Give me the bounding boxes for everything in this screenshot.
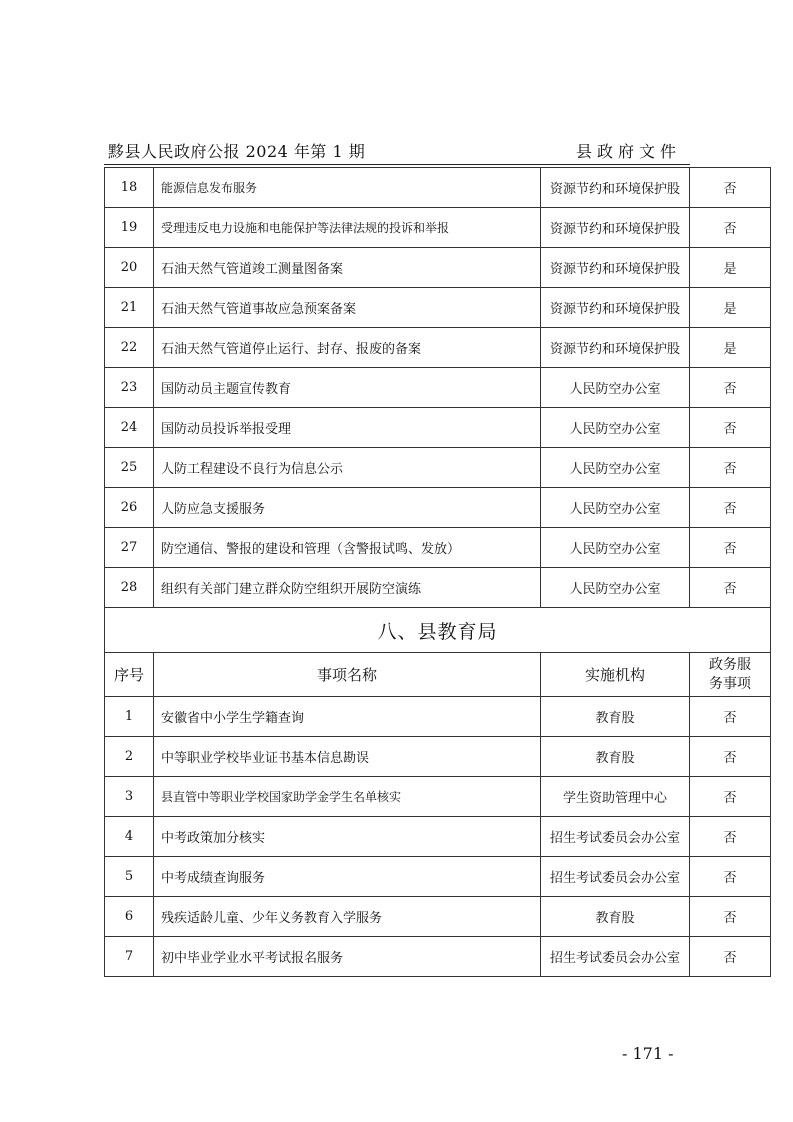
- item-name: 能源信息发布服务: [154, 168, 541, 208]
- table-row: [105, 568, 771, 608]
- table-row: [105, 488, 771, 528]
- row-number: 25: [105, 448, 154, 488]
- table-row: [105, 857, 771, 897]
- implementing-agency: 人民防空办公室: [541, 528, 690, 568]
- bulletin-header-title: 黟县人民政府公报 2024 年第 1 期: [108, 142, 366, 161]
- item-name: 县直管中等职业学校国家助学金学生名单核实: [154, 777, 541, 817]
- row-number: 3: [105, 777, 154, 817]
- gov-service-flag: 否: [690, 777, 771, 817]
- implementing-agency: 教育股: [541, 737, 690, 777]
- table-row: [105, 248, 771, 288]
- row-number: 23: [105, 368, 154, 408]
- implementing-agency: 招生考试委员会办公室: [541, 817, 690, 857]
- column-header-gov-service-line1: 政务服: [709, 656, 751, 673]
- table-row: [105, 448, 771, 488]
- row-number: 28: [105, 568, 154, 608]
- column-header-row: [105, 653, 771, 697]
- row-number: 7: [105, 937, 154, 977]
- implementing-agency: 资源节约和环境保护股: [541, 288, 690, 328]
- gov-service-flag: 否: [690, 817, 771, 857]
- column-header-number: 序号: [105, 653, 154, 697]
- row-number: 22: [105, 328, 154, 368]
- item-name: 人防应急支援服务: [154, 488, 541, 528]
- table-row: [105, 368, 771, 408]
- header-divider: [104, 164, 690, 165]
- item-name: 安徽省中小学生学籍查询: [154, 697, 541, 737]
- item-name: 初中毕业学业水平考试报名服务: [154, 937, 541, 977]
- implementing-agency: 资源节约和环境保护股: [541, 208, 690, 248]
- implementing-agency: 招生考试委员会办公室: [541, 937, 690, 977]
- row-number: 24: [105, 408, 154, 448]
- item-name: 石油天然气管道事故应急预案备案: [154, 288, 541, 328]
- item-name: 国防动员主题宣传教育: [154, 368, 541, 408]
- implementing-agency: 人民防空办公室: [541, 488, 690, 528]
- table-row: [105, 408, 771, 448]
- item-name: 组织有关部门建立群众防空组织开展防空演练: [154, 568, 541, 608]
- column-header-gov-service: [690, 653, 771, 697]
- row-number: 18: [105, 168, 154, 208]
- row-number: 5: [105, 857, 154, 897]
- item-name: 中等职业学校毕业证书基本信息勘误: [154, 737, 541, 777]
- column-header-item-name: 事项名称: [154, 653, 541, 697]
- table-row: [105, 697, 771, 737]
- implementing-agency: 学生资助管理中心: [541, 777, 690, 817]
- row-number: 4: [105, 817, 154, 857]
- item-name: 残疾适龄儿童、少年义务教育入学服务: [154, 897, 541, 937]
- implementing-agency: 教育股: [541, 897, 690, 937]
- column-header-agency: 实施机构: [541, 653, 690, 697]
- row-number: 2: [105, 737, 154, 777]
- document-category: 县政府文件: [576, 142, 682, 161]
- implementing-agency: 人民防空办公室: [541, 368, 690, 408]
- gov-service-flag: 否: [690, 208, 771, 248]
- gov-service-flag: 否: [690, 697, 771, 737]
- row-number: 1: [105, 697, 154, 737]
- table-row: [105, 777, 771, 817]
- implementing-agency: 人民防空办公室: [541, 568, 690, 608]
- table-row: [105, 737, 771, 777]
- row-number: 6: [105, 897, 154, 937]
- gov-service-flag: 否: [690, 528, 771, 568]
- gov-service-flag: 否: [690, 448, 771, 488]
- gov-service-flag: 否: [690, 857, 771, 897]
- gov-service-flag: 否: [690, 488, 771, 528]
- table-row: [105, 937, 771, 977]
- table-row: [105, 817, 771, 857]
- row-number: 21: [105, 288, 154, 328]
- item-name: 中考成绩查询服务: [154, 857, 541, 897]
- implementing-agency: 教育股: [541, 697, 690, 737]
- gov-service-flag: 是: [690, 288, 771, 328]
- item-name: 防空通信、警报的建设和管理（含警报试鸣、发放）: [154, 528, 541, 568]
- table-row: [105, 288, 771, 328]
- gov-service-flag: 是: [690, 248, 771, 288]
- gov-service-flag: 否: [690, 737, 771, 777]
- implementing-agency: 人民防空办公室: [541, 408, 690, 448]
- gov-service-flag: 否: [690, 937, 771, 977]
- gov-service-flag: 否: [690, 408, 771, 448]
- item-name: 石油天然气管道停止运行、封存、报废的备案: [154, 328, 541, 368]
- table-row: [105, 328, 771, 368]
- row-number: 27: [105, 528, 154, 568]
- implementing-agency: 资源节约和环境保护股: [541, 248, 690, 288]
- implementing-agency: 资源节约和环境保护股: [541, 328, 690, 368]
- row-number: 20: [105, 248, 154, 288]
- gov-service-flag: 否: [690, 368, 771, 408]
- table-row: [105, 528, 771, 568]
- page-number: - 171 -: [622, 1044, 674, 1063]
- section-heading-row: [105, 608, 771, 653]
- item-name: 国防动员投诉举报受理: [154, 408, 541, 448]
- gov-service-flag: 否: [690, 897, 771, 937]
- item-name: 人防工程建设不良行为信息公示: [154, 448, 541, 488]
- table-row: [105, 897, 771, 937]
- section-title: 八、县教育局: [105, 608, 771, 653]
- gov-service-flag: 是: [690, 328, 771, 368]
- service-items-table: [104, 167, 771, 977]
- implementing-agency: 招生考试委员会办公室: [541, 857, 690, 897]
- gov-service-flag: 否: [690, 168, 771, 208]
- item-name: 受理违反电力设施和电能保护等法律法规的投诉和举报: [154, 208, 541, 248]
- row-number: 19: [105, 208, 154, 248]
- gov-service-flag: 否: [690, 568, 771, 608]
- table-row: [105, 208, 771, 248]
- column-header-gov-service-line2: 务事项: [709, 675, 751, 692]
- item-name: 石油天然气管道竣工测量图备案: [154, 248, 541, 288]
- implementing-agency: 资源节约和环境保护股: [541, 168, 690, 208]
- implementing-agency: 人民防空办公室: [541, 448, 690, 488]
- table-row: [105, 168, 771, 208]
- item-name: 中考政策加分核实: [154, 817, 541, 857]
- row-number: 26: [105, 488, 154, 528]
